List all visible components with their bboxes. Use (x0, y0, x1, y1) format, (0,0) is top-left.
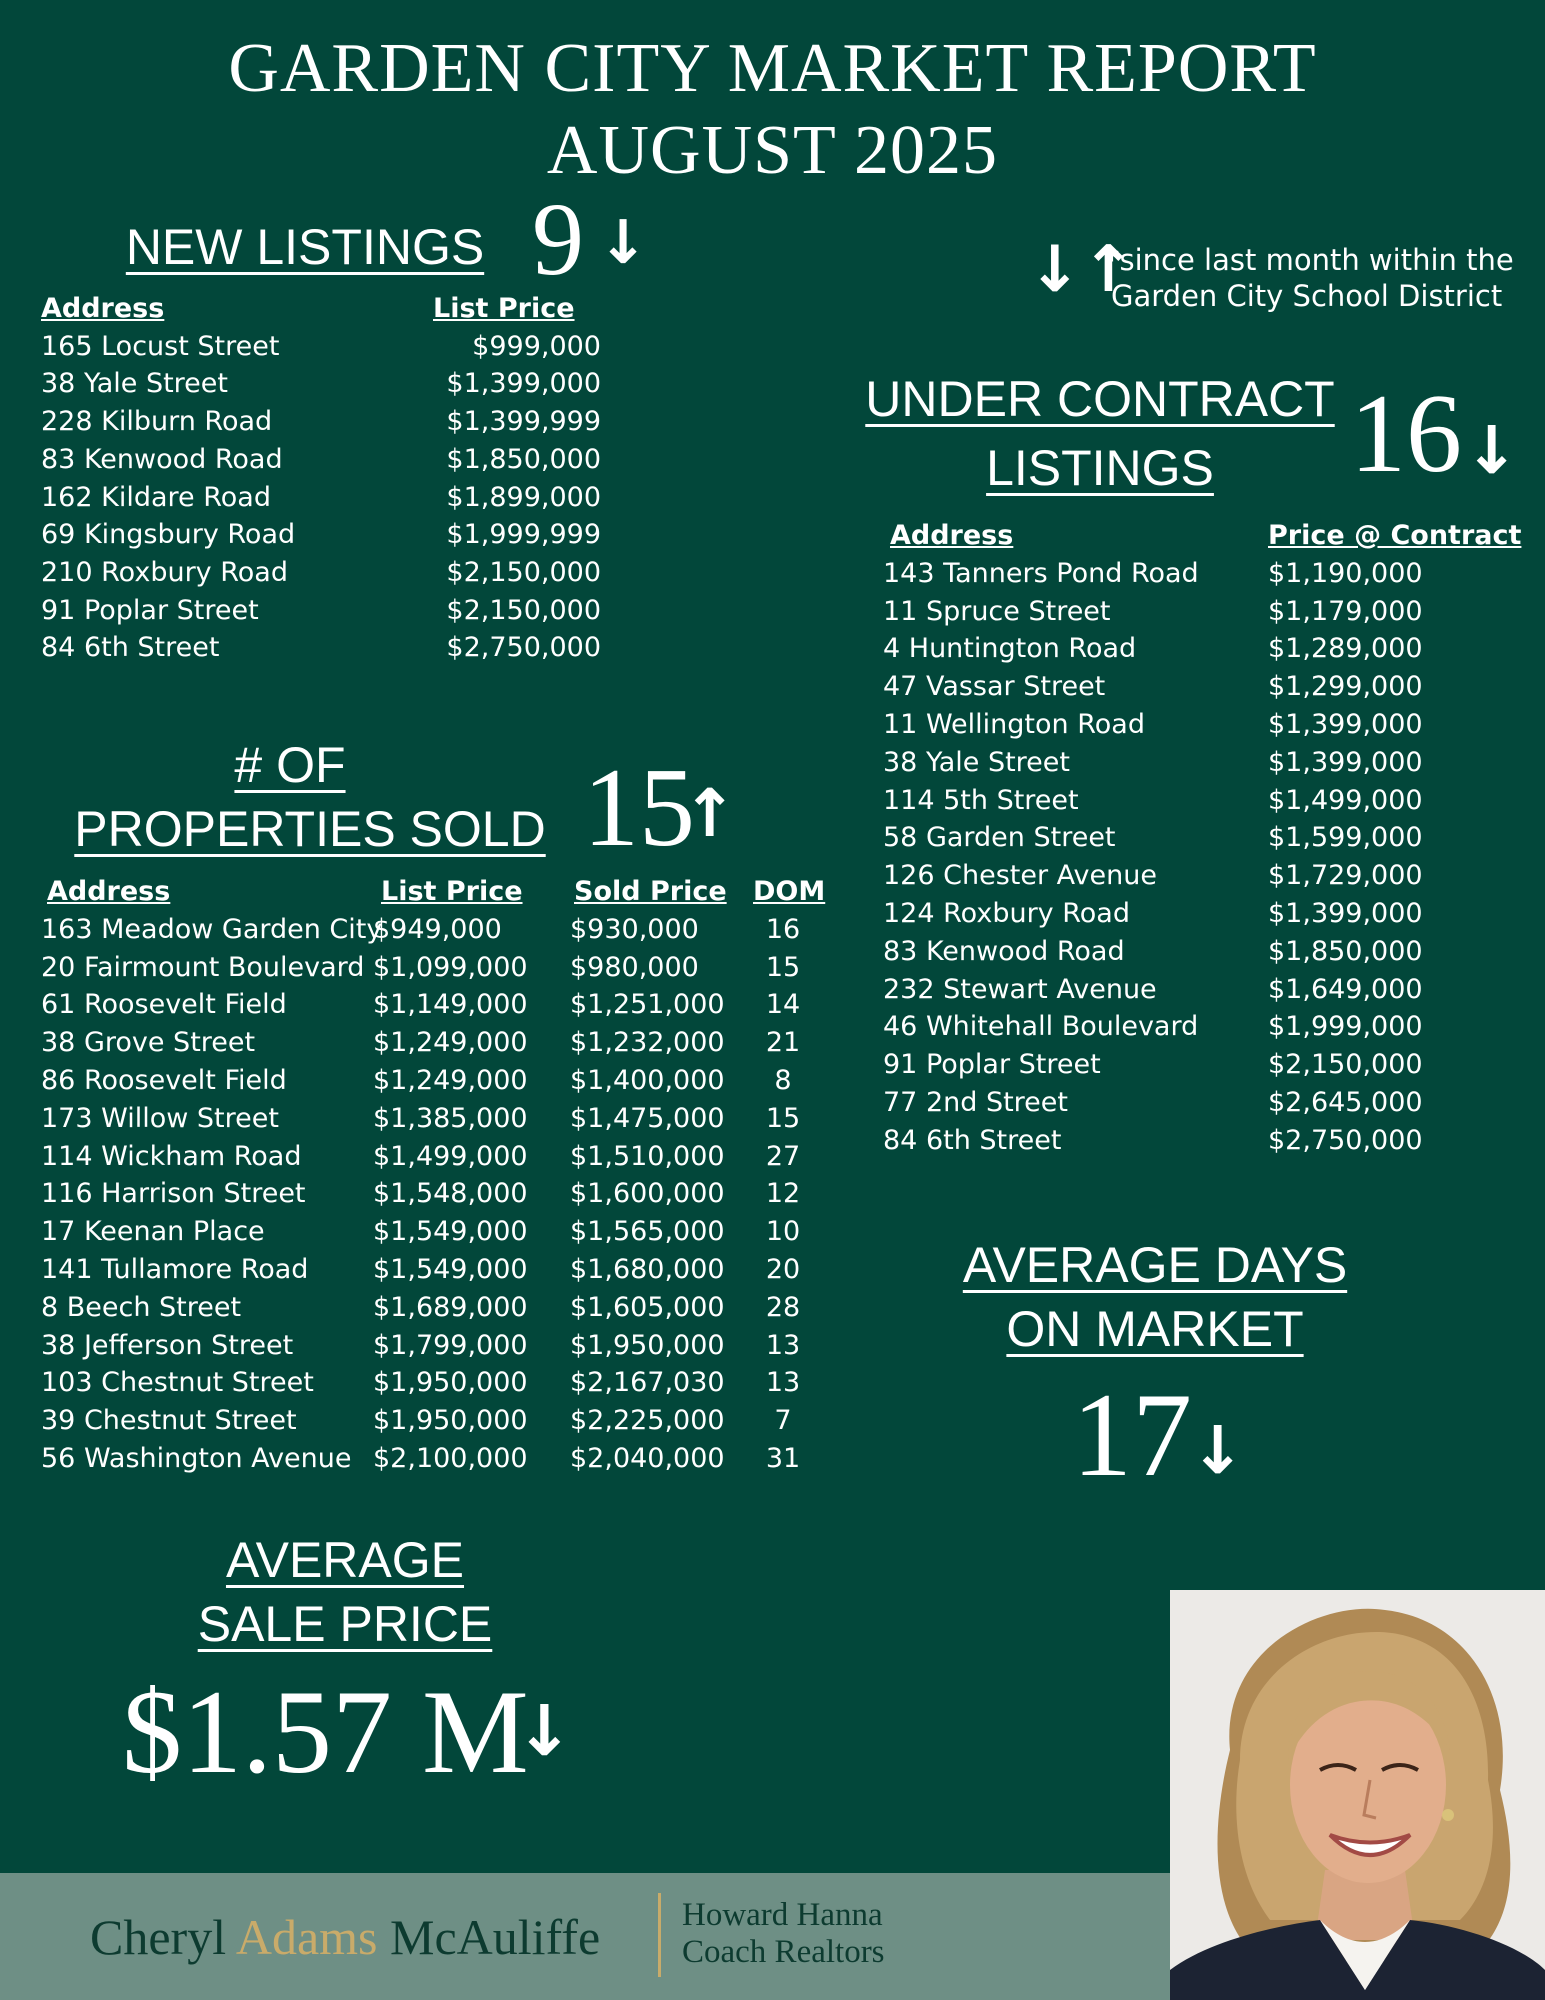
table-row (41, 1440, 841, 1478)
address-cell: 126 Chester Avenue (883, 860, 1157, 892)
table-row (883, 857, 1503, 895)
table-row (883, 1008, 1503, 1046)
address-cell: 114 5th Street (883, 784, 1079, 816)
address-cell: 83 Kenwood Road (41, 443, 283, 475)
list-price-cell: $2,100,000 (373, 1442, 528, 1474)
table-row (41, 1289, 841, 1327)
table-row (41, 629, 601, 667)
price-cell: $1,599,000 (1268, 822, 1423, 854)
address-cell: 210 Roxbury Road (41, 556, 288, 588)
dom-cell: 16 (765, 913, 801, 945)
table-row (41, 1402, 841, 1440)
table-row (883, 895, 1503, 933)
dom-cell: 31 (765, 1442, 801, 1474)
avg-days-value: 17 (1072, 1368, 1192, 1501)
table-row (41, 1138, 841, 1176)
avg-price-heading-line-1: AVERAGE (225, 1532, 465, 1588)
sold-price-cell: $1,680,000 (570, 1253, 725, 1285)
list-price-cell: $1,249,000 (373, 1064, 528, 1096)
price-cell: $1,399,999 (446, 406, 601, 438)
table-row (41, 516, 601, 554)
list-price-cell: $1,385,000 (373, 1102, 528, 1134)
under-contract-count: 16 (1350, 372, 1462, 496)
avg-days-heading-line-2: ON MARKET (1006, 1301, 1304, 1357)
list-price-cell: $1,549,000 (373, 1216, 528, 1248)
address-cell: 114 Wickham Road (41, 1140, 302, 1172)
address-cell: 86 Roosevelt Field (41, 1064, 287, 1096)
brokerage-line-1: Howard Hanna (682, 1897, 883, 1933)
table-row (41, 1251, 841, 1289)
address-cell: 39 Chestnut Street (41, 1405, 297, 1437)
table-row (41, 911, 841, 949)
price-cell: $1,289,000 (1268, 633, 1423, 665)
address-cell: 17 Keenan Place (41, 1216, 265, 1248)
header-dom: DOM (753, 876, 826, 907)
properties-sold-heading-line-2: PROPERTIES SOLD (74, 801, 546, 857)
under-contract-trend-icon: ↓ (1464, 412, 1520, 489)
dom-cell: 7 (774, 1405, 792, 1437)
table-header (41, 873, 841, 911)
page-title (0, 28, 1545, 192)
price-cell: $1,399,000 (446, 368, 601, 400)
table-row (41, 403, 601, 441)
table-row (41, 365, 601, 403)
table-row (883, 782, 1503, 820)
address-cell: 11 Spruce Street (883, 595, 1111, 627)
table-row (41, 479, 601, 517)
address-cell: 38 Grove Street (41, 1027, 256, 1059)
address-cell: 141 Tullamore Road (41, 1253, 309, 1285)
list-price-cell: $949,000 (373, 913, 502, 945)
new-listings-trend-icon: ↓ (598, 208, 649, 278)
address-cell: 163 Meadow Garden City (41, 913, 383, 945)
sold-price-cell: $980,000 (570, 951, 699, 983)
table-row (41, 1100, 841, 1138)
table-row (41, 1364, 841, 1402)
price-cell: $1,850,000 (446, 443, 601, 475)
price-cell: $2,150,000 (1268, 1049, 1423, 1081)
sold-price-cell: $1,232,000 (570, 1027, 725, 1059)
list-price-cell: $1,149,000 (373, 989, 528, 1021)
address-cell: 162 Kildare Road (41, 481, 271, 513)
dom-cell: 14 (765, 989, 801, 1021)
price-cell: $2,750,000 (446, 632, 601, 664)
list-price-cell: $1,799,000 (373, 1329, 528, 1361)
price-cell: $1,649,000 (1268, 973, 1423, 1005)
price-cell: $1,399,000 (1268, 897, 1423, 929)
address-cell: 38 Jefferson Street (41, 1329, 294, 1361)
legend-note (1105, 242, 1514, 314)
table-row (883, 555, 1503, 593)
list-price-cell: $1,548,000 (373, 1178, 528, 1210)
avg-days-heading (920, 1233, 1390, 1361)
table-row (883, 706, 1503, 744)
avg-price-heading-line-2: SALE PRICE (197, 1596, 493, 1652)
address-cell: 46 Whitehall Boulevard (883, 1011, 1199, 1043)
table-row (41, 986, 841, 1024)
table-row (883, 1046, 1503, 1084)
agent-portrait-image (1170, 1590, 1545, 2000)
header-address: Address (41, 293, 165, 324)
price-cell: $1,999,000 (1268, 1011, 1423, 1043)
address-cell: 38 Yale Street (41, 368, 228, 400)
sold-price-cell: $1,565,000 (570, 1216, 725, 1248)
address-cell: 116 Harrison Street (41, 1178, 306, 1210)
avg-days-heading-line-1: AVERAGE DAYS (962, 1237, 1348, 1293)
title-line-1: GARDEN CITY MARKET REPORT (228, 30, 1317, 107)
address-cell: 91 Poplar Street (883, 1049, 1101, 1081)
table-row (41, 1062, 841, 1100)
header-address: Address (47, 876, 171, 907)
table-row (883, 668, 1503, 706)
price-cell: $1,179,000 (1268, 595, 1423, 627)
avg-price-heading (150, 1528, 540, 1656)
sold-price-cell: $1,510,000 (570, 1140, 725, 1172)
address-cell: 11 Wellington Road (883, 708, 1145, 740)
table-row (41, 1213, 841, 1251)
dom-cell: 28 (765, 1291, 801, 1323)
price-cell: $2,645,000 (1268, 1086, 1423, 1118)
price-cell: $1,399,000 (1268, 708, 1423, 740)
header-price-at-contract: Price @ Contract (1268, 520, 1522, 551)
list-price-cell: $1,689,000 (373, 1291, 528, 1323)
address-cell: 143 Tanners Pond Road (883, 557, 1199, 589)
price-cell: $1,299,000 (1268, 671, 1423, 703)
address-cell: 83 Kenwood Road (883, 935, 1125, 967)
address-cell: 4 Huntington Road (883, 633, 1137, 665)
address-cell: 165 Locust Street (41, 330, 280, 362)
table-row (883, 933, 1503, 971)
price-cell: $1,190,000 (1268, 557, 1423, 589)
list-price-cell: $1,099,000 (373, 951, 528, 983)
dom-cell: 8 (774, 1064, 792, 1096)
new-listings-count: 9 (532, 182, 584, 297)
table-row (41, 554, 601, 592)
dom-cell: 13 (765, 1329, 801, 1361)
header-sold-price: Sold Price (574, 876, 727, 907)
sold-price-cell: $2,040,000 (570, 1442, 725, 1474)
table-row (41, 328, 601, 366)
sold-price-cell: $930,000 (570, 913, 699, 945)
address-cell: 91 Poplar Street (41, 594, 259, 626)
dom-cell: 21 (765, 1027, 801, 1059)
table-row (883, 1084, 1503, 1122)
footer-band (0, 1873, 1170, 2000)
agent-middle-name: Adams (235, 1909, 378, 1965)
properties-sold-table (41, 873, 841, 1478)
price-cell: $1,850,000 (1268, 935, 1423, 967)
address-cell: 8 Beech Street (41, 1291, 242, 1323)
title-line-2: AUGUST 2025 (546, 112, 999, 189)
sold-price-cell: $2,225,000 (570, 1405, 725, 1437)
address-cell: 69 Kingsbury Road (41, 519, 296, 551)
sold-price-cell: $1,400,000 (570, 1064, 725, 1096)
table-row (883, 1122, 1503, 1160)
address-cell: 103 Chestnut Street (41, 1367, 314, 1399)
under-contract-heading-line-1: UNDER CONTRACT (865, 371, 1335, 427)
address-cell: 173 Willow Street (41, 1102, 279, 1134)
table-row (41, 592, 601, 630)
agent-last-name: McAuliffe (390, 1909, 601, 1965)
price-cell: $1,399,000 (1268, 746, 1423, 778)
properties-sold-heading-line-1: # OF (234, 737, 346, 793)
table-header (41, 290, 601, 328)
address-cell: 124 Roxbury Road (883, 897, 1130, 929)
address-cell: 56 Washington Avenue (41, 1442, 352, 1474)
legend-note-line-1: *since last month within the (1105, 243, 1514, 277)
new-listings-table (41, 290, 601, 667)
table-row (883, 630, 1503, 668)
under-contract-heading (860, 365, 1340, 503)
table-row (883, 819, 1503, 857)
address-cell: 77 2nd Street (883, 1086, 1068, 1118)
dom-cell: 15 (765, 1102, 801, 1134)
agent-photo (1170, 1590, 1545, 2000)
address-cell: 58 Garden Street (883, 822, 1116, 854)
price-cell: $1,899,000 (446, 481, 601, 513)
dom-cell: 10 (765, 1216, 801, 1248)
price-cell: $2,150,000 (446, 594, 601, 626)
new-listings-heading: NEW LISTINGS (125, 219, 485, 275)
avg-price-trend-icon: ↓ (515, 1690, 574, 1772)
list-price-cell: $1,950,000 (373, 1367, 528, 1399)
address-cell: 61 Roosevelt Field (41, 989, 287, 1021)
sold-price-cell: $1,475,000 (570, 1102, 725, 1134)
list-price-cell: $1,549,000 (373, 1253, 528, 1285)
sold-price-cell: $1,950,000 (570, 1329, 725, 1361)
price-cell: $1,729,000 (1268, 860, 1423, 892)
dom-cell: 20 (765, 1253, 801, 1285)
legend-note-line-2: Garden City School District (1111, 279, 1503, 313)
properties-sold-heading (70, 733, 550, 861)
under-contract-table (883, 517, 1522, 1160)
sold-price-cell: $1,251,000 (570, 989, 725, 1021)
address-cell: 232 Stewart Avenue (883, 973, 1157, 1005)
list-price-cell: $1,499,000 (373, 1140, 528, 1172)
sold-price-cell: $2,167,030 (570, 1367, 725, 1399)
sold-price-cell: $1,600,000 (570, 1178, 725, 1210)
avg-days-trend-icon: ↓ (1190, 1412, 1246, 1489)
price-cell: $2,750,000 (1268, 1124, 1423, 1156)
table-row (41, 949, 841, 987)
trend-arrows-icon: ↓↑ (1028, 233, 1136, 307)
header-address: Address (890, 520, 1014, 551)
table-row (41, 1327, 841, 1365)
address-cell: 47 Vassar Street (883, 671, 1106, 703)
dom-cell: 27 (765, 1140, 801, 1172)
under-contract-heading-line-2: LISTINGS (986, 440, 1214, 496)
table-row (883, 593, 1503, 631)
agent-name (90, 1907, 600, 1967)
table-row (41, 1024, 841, 1062)
header-list-price: List Price (433, 293, 575, 324)
dom-cell: 12 (765, 1178, 801, 1210)
price-cell: $999,000 (472, 330, 601, 362)
table-row (883, 744, 1503, 782)
sold-price-cell: $1,605,000 (570, 1291, 725, 1323)
address-cell: 38 Yale Street (883, 746, 1070, 778)
brokerage-name (682, 1897, 885, 1971)
dom-cell: 15 (765, 951, 801, 983)
header-list-price: List Price (381, 876, 523, 907)
address-cell: 84 6th Street (41, 632, 220, 664)
address-cell: 228 Kilburn Road (41, 406, 273, 438)
table-row (883, 971, 1503, 1009)
avg-price-value: $1.57 M (122, 1665, 529, 1798)
price-cell: $1,499,000 (1268, 784, 1423, 816)
properties-sold-trend-icon: ↑ (682, 775, 738, 852)
table-row (41, 1175, 841, 1213)
table-header (883, 517, 1522, 555)
price-cell: $1,999,999 (446, 519, 601, 551)
brokerage-line-2: Coach Realtors (682, 1934, 885, 1970)
list-price-cell: $1,249,000 (373, 1027, 528, 1059)
address-cell: 20 Fairmount Boulevard (41, 951, 365, 983)
dom-cell: 13 (765, 1367, 801, 1399)
price-cell: $2,150,000 (446, 556, 601, 588)
properties-sold-count: 15 (583, 746, 695, 870)
agent-first-name: Cheryl (90, 1909, 227, 1965)
address-cell: 84 6th Street (883, 1124, 1062, 1156)
list-price-cell: $1,950,000 (373, 1405, 528, 1437)
table-row (41, 441, 601, 479)
footer-divider (658, 1893, 661, 1977)
